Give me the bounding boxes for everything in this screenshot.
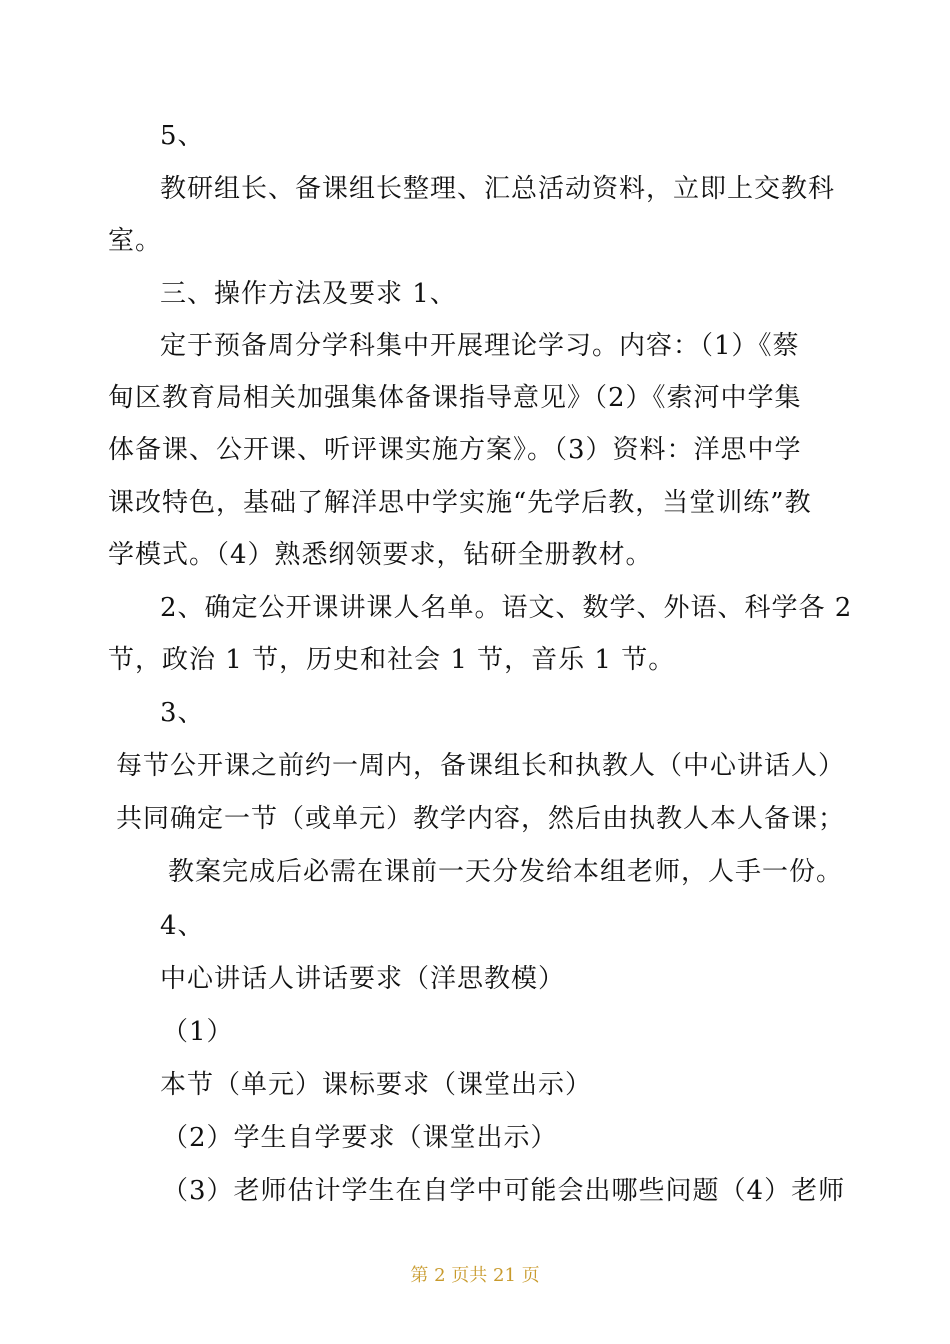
text-line-15: 教案完成后必需在课前一天分发给本组老师，人手一份。 — [168, 857, 844, 887]
text-line-17: 中心讲话人讲话要求（洋思教模） — [160, 964, 566, 994]
text-line-2: 教研组长、备课组长整理、汇总活动资料，立即上交教科 — [160, 174, 836, 204]
text-line-4: 三、操作方法及要求 1、 — [160, 279, 457, 309]
text-line-11: 节，政治 1 节，历史和社会 1 节，音乐 1 节。 — [108, 645, 676, 675]
text-line-3: 室。 — [108, 226, 163, 256]
text-line-1: 5、 — [160, 121, 205, 151]
text-line-12: 3、 — [160, 698, 205, 728]
text-line-14: 共同确定一节（或单元）教学内容，然后由执教人本人备课； — [116, 804, 846, 834]
text-line-13: 每节公开课之前约一周内，备课组长和执教人（中心讲话人） — [116, 751, 846, 781]
text-line-9: 学模式。（4）熟悉纲领要求，钻研全册教材。 — [108, 540, 653, 570]
page-number-footer: 第 2 页共 21 页 — [410, 1265, 540, 1286]
text-line-7: 体备课、公开课、听评课实施方案》。（3）资料：洋思中学 — [108, 435, 802, 465]
text-line-20: （2）学生自学要求（课堂出示） — [162, 1123, 558, 1153]
text-line-6: 甸区教育局相关加强集体备课指导意见》（2）《索河中学集 — [108, 383, 802, 413]
text-line-21: （3）老师估计学生在自学中可能会出哪些问题（4）老师 — [162, 1176, 846, 1206]
text-line-16: 4、 — [160, 911, 205, 941]
text-line-19: 本节（单元）课标要求（课堂出示） — [160, 1070, 593, 1100]
text-line-18: （1） — [162, 1017, 234, 1047]
text-line-5: 定于预备周分学科集中开展理论学习。内容：（1）《蔡 — [160, 331, 800, 361]
text-line-8: 课改特色，基础了解洋思中学实施“先学后教，当堂训练”教 — [108, 488, 812, 518]
text-line-10: 2、确定公开课讲课人名单。语文、数学、外语、科学各 2 — [160, 593, 853, 623]
